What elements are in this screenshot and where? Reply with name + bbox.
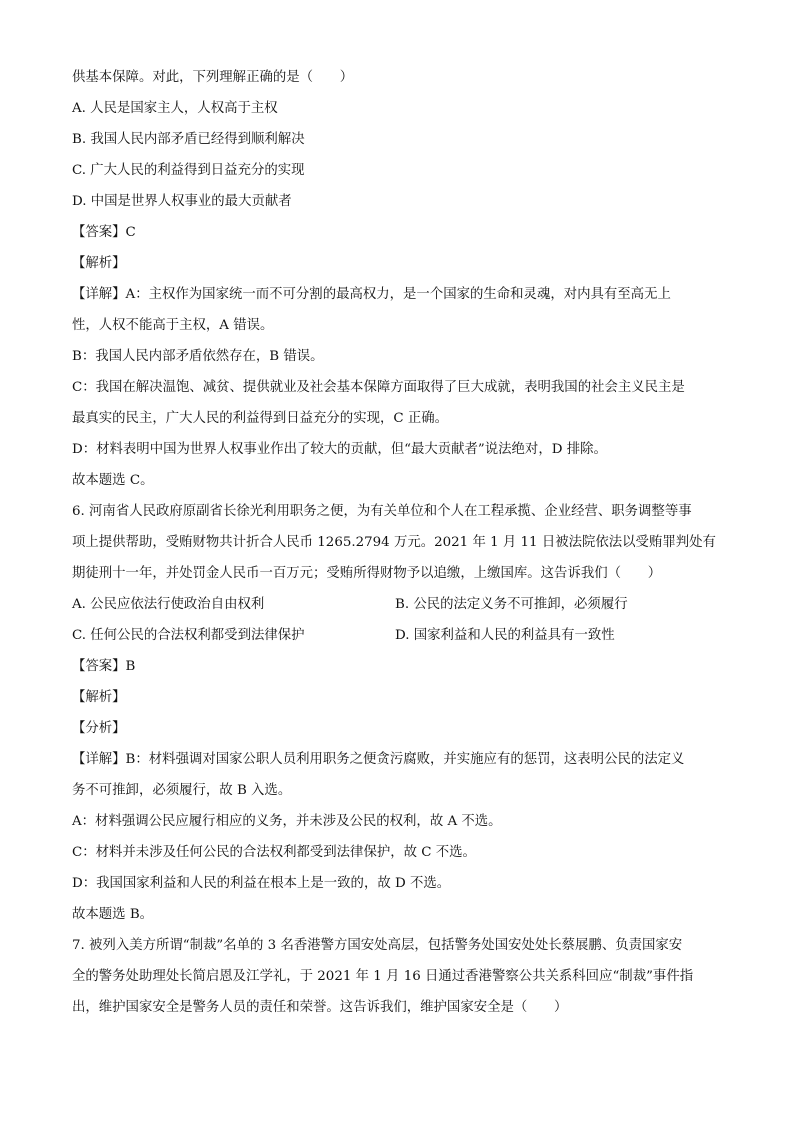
q6-detail-line: 【详解】B：材料强调对国家公职人员利用职务之便贪污腐败，并实施应有的惩罚，这表明公民的法定义 <box>72 752 685 767</box>
q6-stem-line: 期徒刑十一年，并处罚金人民币一百万元；受贿所得财物予以追缴，上缴国库。这告诉我们（ ） <box>72 566 662 581</box>
q6-detail-line: C：材料并未涉及任何公民的合法权利都受到法律保护，故 C 不选。 <box>72 845 476 860</box>
q6-option-b: B. 公民的法定义务不可推卸，必须履行 <box>395 597 628 612</box>
q6-conclusion: 故本题选 B。 <box>72 907 154 922</box>
q5-conclusion: 故本题选 C。 <box>72 473 154 488</box>
q5-option-d: D. 中国是世界人权事业的最大贡献者 <box>72 194 292 209</box>
q5-detail-line: C：我国在解决温饱、减贫、提供就业及社会基本保障方面取得了巨大成就，表明我国的社会主义民主是 <box>72 380 685 395</box>
q5-analysis-heading: 【解析】 <box>72 256 126 271</box>
q6-stem-line: 项上提供帮助，受贿财物共计折合人民币 1265.2794 万元。2021 年 1 月 11 日被法院依法以受贿罪判处有 <box>72 535 716 550</box>
q6-analysis-sub: 【分析】 <box>72 721 126 736</box>
q6-option-a: A. 公民应依法行使政治自由权利 <box>72 597 265 612</box>
q7-stem-line: 出，维护国家安全是警务人员的责任和荣誉。这告诉我们，维护国家安全是（ ） <box>72 1000 568 1015</box>
q6-option-d: D. 国家利益和人民的利益具有一致性 <box>395 628 615 643</box>
q7-stem-line: 全的警务处助理处长简启恩及江学礼，于 2021 年 1 月 16 日通过香港警察公共关系科回应“制裁”事件指 <box>72 969 694 984</box>
document-content <box>72 62 722 1023</box>
q5-detail-line: B：我国人民内部矛盾依然存在，B 错误。 <box>72 349 324 364</box>
q6-options-row-1 <box>72 589 722 620</box>
q5-detail-line: 最真实的民主，广大人民的利益得到日益充分的实现，C 正确。 <box>72 411 449 426</box>
q7-stem-line: 7. 被列入美方所谓“制裁”名单的 3 名香港警方国安处高层，包括警务处国安处处长蔡展鹏、负责国家安 <box>72 938 683 953</box>
q6-options-row-2 <box>72 620 722 651</box>
q5-stem-tail: 供基本保障。对此，下列理解正确的是（ ） <box>72 70 354 85</box>
q6-detail-line: 务不可推卸，必须履行，故 B 入选。 <box>72 783 292 798</box>
q5-option-b: B. 我国人民内部矛盾已经得到顺利解决 <box>72 132 305 147</box>
q6-analysis-heading: 【解析】 <box>72 690 126 705</box>
q5-detail-line: 性，人权不能高于主权，A 错误。 <box>72 318 274 333</box>
q5-option-a: A. 人民是国家主人，人权高于主权 <box>72 101 278 116</box>
q6-stem-line: 6. 河南省人民政府原副省长徐光利用职务之便，为有关单位和个人在工程承揽、企业经营、职务调整等事 <box>72 504 692 519</box>
q5-answer: 【答案】C <box>72 225 136 240</box>
q6-detail-line: A：材料强调公民应履行相应的义务，并未涉及公民的权利，故 A 不选。 <box>72 814 502 829</box>
q5-option-c: C. 广大人民的利益得到日益充分的实现 <box>72 163 305 178</box>
q6-option-c: C. 任何公民的合法权利都受到法律保护 <box>72 628 305 643</box>
q5-detail-line: D：材料表明中国为世界人权事业作出了较大的贡献，但“最大贡献者”说法绝对，D 排除。 <box>72 442 607 457</box>
q6-answer: 【答案】B <box>72 659 136 674</box>
q5-detail-line: 【详解】A：主权作为国家统一而不可分割的最高权力，是一个国家的生命和灵魂，对内具有至高无上 <box>72 287 671 302</box>
q6-detail-line: D：我国国家利益和人民的利益在根本上是一致的，故 D 不选。 <box>72 876 451 891</box>
